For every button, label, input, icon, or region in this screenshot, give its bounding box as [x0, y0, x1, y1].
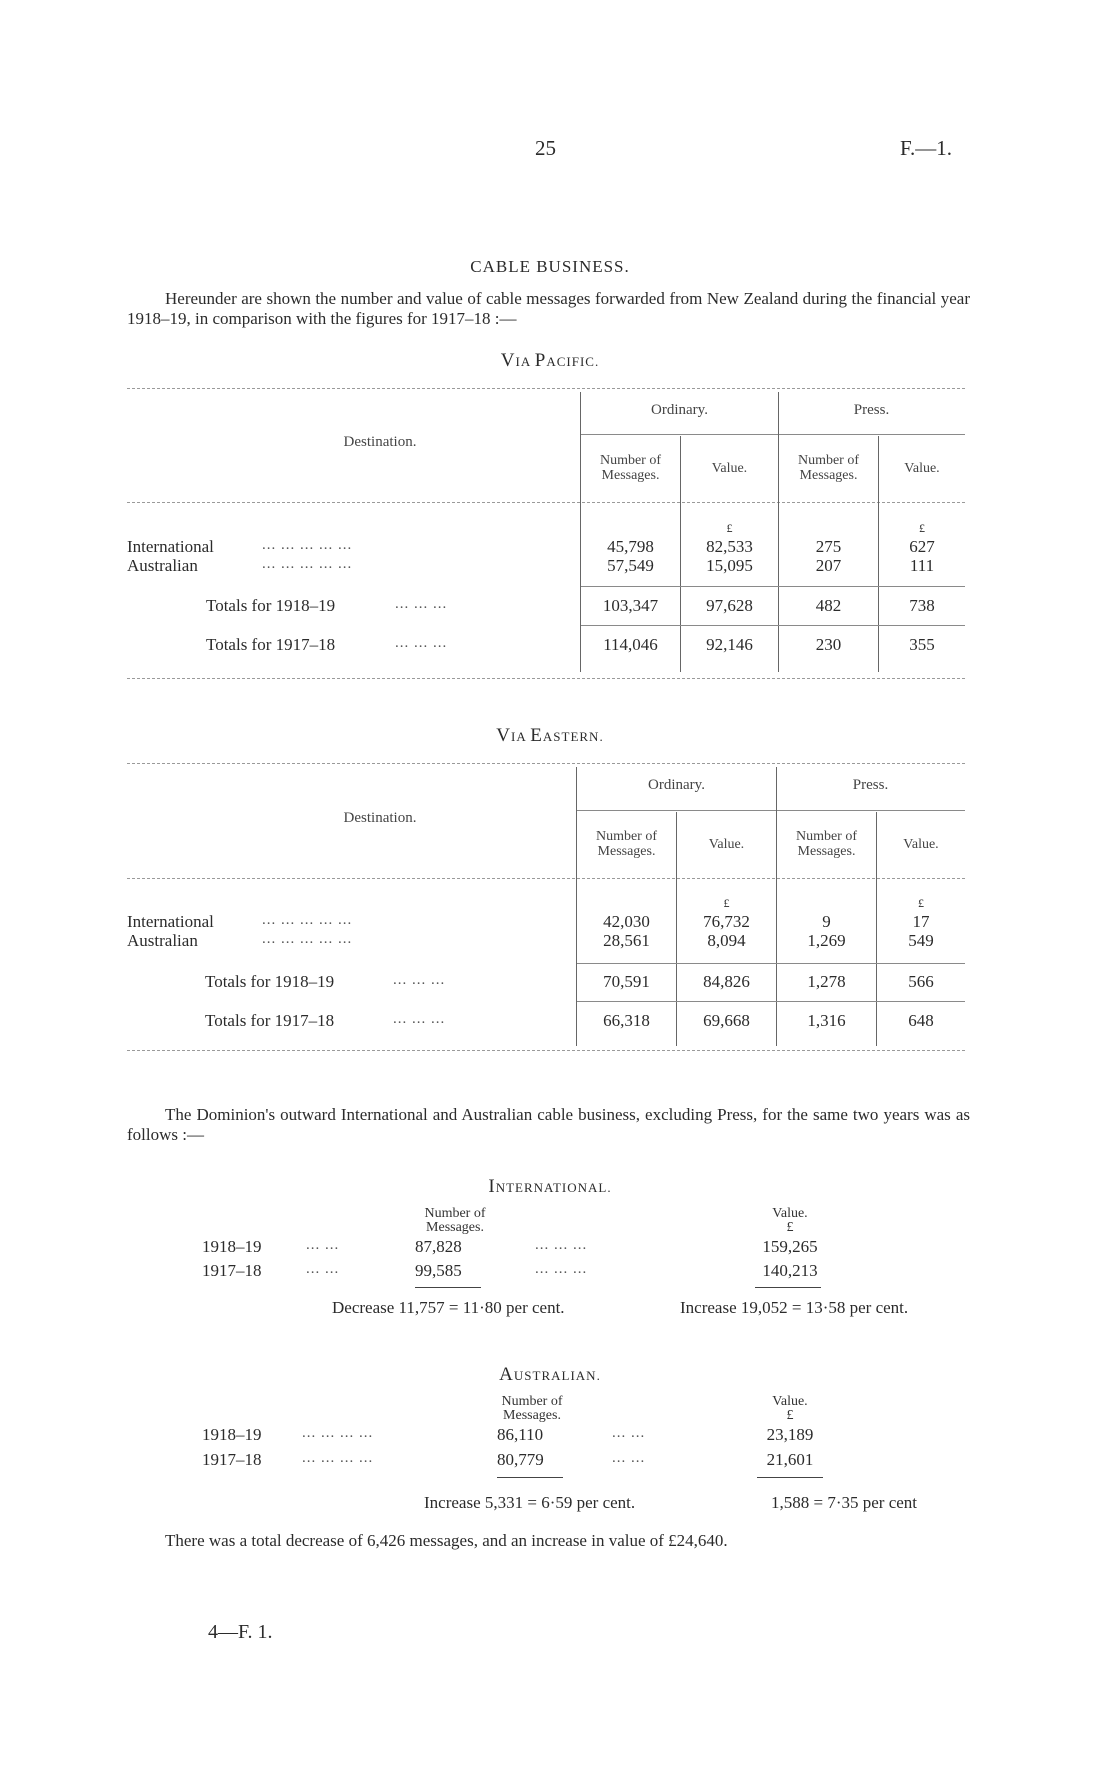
ordinary-value: 97,628: [706, 596, 753, 615]
number-of-messages: 87,828: [415, 1237, 462, 1256]
year-label: 1917–18: [202, 1450, 262, 1469]
closing-sentence: There was a total decrease of 6,426 messages, and an increase in value of £24,640.: [165, 1531, 728, 1550]
number-of-messages: 86,110: [497, 1425, 544, 1444]
pound-sign: £: [723, 896, 730, 910]
ordinary-value: 76,732: [703, 912, 750, 931]
press-value-header: Value.: [903, 837, 939, 852]
year-label: 1917–18: [202, 1261, 262, 1280]
ordinary-value: 84,826: [703, 972, 750, 991]
number-of-messages: 80,779: [497, 1450, 544, 1469]
press-value: 17: [912, 912, 930, 931]
outward-text: The Dominion's outward International and Australian cable business, excluding Press, for the same two years was as follows :—: [127, 1105, 970, 1144]
ordinary-number: 57,549: [607, 556, 654, 575]
ordinary-number: 45,798: [607, 537, 654, 556]
press-value: 738: [909, 596, 935, 615]
value: 23,189: [766, 1425, 814, 1444]
totals-label: Totals for 1918–19: [205, 972, 335, 991]
international-title: INTERNATIONAL.: [488, 1176, 612, 1197]
leader-dots: ... ... ... ...: [302, 1425, 374, 1441]
row-label: Australian: [127, 931, 198, 950]
number-messages-header: Number of Messages.: [424, 1206, 486, 1235]
ordinary-value: 15,095: [706, 556, 753, 575]
press-value: 355: [909, 635, 935, 654]
australian-increase-value: 1,588 = 7·35 per cent: [771, 1493, 918, 1512]
leader-dots: ... ... ...: [535, 1261, 588, 1277]
pacific-section-title: VIA PACIFIC.: [500, 350, 600, 371]
international-decrease: Decrease 11,757 = 11·80 per cent.: [332, 1298, 565, 1317]
press-number: 207: [815, 556, 842, 575]
leader-dots: ... ... ...: [535, 1237, 588, 1253]
leader-dots: ... ...: [612, 1450, 646, 1466]
totals-label: Totals for 1917–18: [205, 1011, 335, 1030]
press-number: 1,269: [807, 931, 846, 950]
value: 21,601: [766, 1450, 814, 1469]
press-number-header: Number of Messages.: [797, 453, 860, 483]
press-value-header: Value.: [904, 461, 940, 476]
ordinary-number-header: Number of Messages.: [595, 829, 658, 859]
year-label: 1918–19: [202, 1425, 262, 1444]
press-number: 482: [815, 596, 842, 615]
ordinary-number: 42,030: [603, 912, 650, 931]
press-value: 627: [909, 537, 935, 556]
ordinary-header: Ordinary.: [648, 777, 705, 793]
leader-dots: ... ... ...: [393, 1011, 446, 1027]
leader-dots: ... ... ... ... ...: [262, 556, 353, 572]
value-header: Value. £: [772, 1394, 808, 1423]
leader-dots: ... ... ... ... ...: [262, 912, 353, 928]
ordinary-value-header: Value.: [711, 461, 748, 476]
totals-label: Totals for 1917–18: [206, 635, 336, 654]
ordinary-number: 66,318: [603, 1011, 650, 1030]
row-label: International: [127, 537, 214, 556]
press-value: 648: [908, 1011, 934, 1030]
outward-paragraph: [127, 1105, 970, 1145]
ordinary-number-header: Number of Messages.: [599, 453, 662, 483]
international-increase: Increase 19,052 = 13·58 per cent.: [680, 1298, 909, 1317]
destination-header: Destination.: [343, 810, 417, 826]
ordinary-value: 69,668: [703, 1011, 750, 1030]
press-value: 566: [908, 972, 934, 991]
ordinary-value-header: Value.: [708, 837, 745, 852]
press-number: 1,316: [807, 1011, 846, 1030]
press-header: Press.: [852, 777, 889, 793]
ordinary-number: 103,347: [602, 596, 659, 615]
number-messages-header: Number of Messages.: [501, 1394, 563, 1423]
pound-sign: £: [918, 896, 924, 910]
australian-increase-messages: Increase 5,331 = 6·59 per cent.: [424, 1493, 636, 1512]
australian-title: AUSTRALIAN.: [499, 1364, 601, 1385]
press-value: 549: [908, 931, 934, 950]
press-number-header: Number of Messages.: [795, 829, 858, 859]
leader-dots: ... ... ... ... ...: [262, 931, 353, 947]
intro-paragraph: [127, 289, 970, 329]
ordinary-value: 8,094: [707, 931, 746, 950]
leader-dots: ... ... ... ... ...: [262, 537, 353, 553]
press-number: 1,278: [807, 972, 846, 991]
value-header: Value. £: [772, 1206, 808, 1235]
ordinary-value: 82,533: [706, 537, 753, 556]
ordinary-header: Ordinary.: [651, 402, 708, 418]
leader-dots: ... ... ...: [395, 635, 448, 651]
year-label: 1918–19: [202, 1237, 262, 1256]
document-reference: F.—1.: [900, 136, 952, 160]
ordinary-number: 28,561: [603, 931, 650, 950]
value: 159,265: [762, 1237, 818, 1256]
pound-sign: £: [726, 521, 733, 535]
leader-dots: ... ...: [306, 1261, 340, 1277]
leader-dots: ... ...: [612, 1425, 646, 1441]
page-number: 25: [535, 136, 556, 160]
press-number: 230: [815, 635, 842, 654]
page-title: CABLE BUSINESS.: [470, 257, 630, 276]
footer-reference: 4—F. 1.: [208, 1621, 273, 1643]
row-label: International: [127, 912, 214, 931]
leader-dots: ... ...: [306, 1237, 340, 1253]
number-of-messages: 99,585: [415, 1261, 462, 1280]
leader-dots: ... ... ... ...: [302, 1450, 374, 1466]
press-value: 111: [909, 556, 935, 575]
leader-dots: ... ... ...: [393, 972, 446, 988]
ordinary-value: 92,146: [706, 635, 753, 654]
eastern-section-title: VIA EASTERN.: [496, 725, 604, 746]
destination-header: Destination.: [343, 434, 417, 450]
ordinary-number: 70,591: [603, 972, 650, 991]
value: 140,213: [762, 1261, 818, 1280]
row-label: Australian: [127, 556, 198, 575]
press-number: 275: [815, 537, 842, 556]
intro-text: Hereunder are shown the number and value of cable messages forwarded from New Zealand during the financial year 1918–19, in comparison with the figures for 1917–18 :—: [127, 289, 970, 328]
pound-sign: £: [919, 521, 925, 535]
leader-dots: ... ... ...: [395, 596, 448, 612]
ordinary-number: 114,046: [603, 635, 658, 654]
totals-label: Totals for 1918–19: [206, 596, 336, 615]
press-header: Press.: [853, 402, 890, 418]
press-number: 9: [822, 912, 831, 931]
